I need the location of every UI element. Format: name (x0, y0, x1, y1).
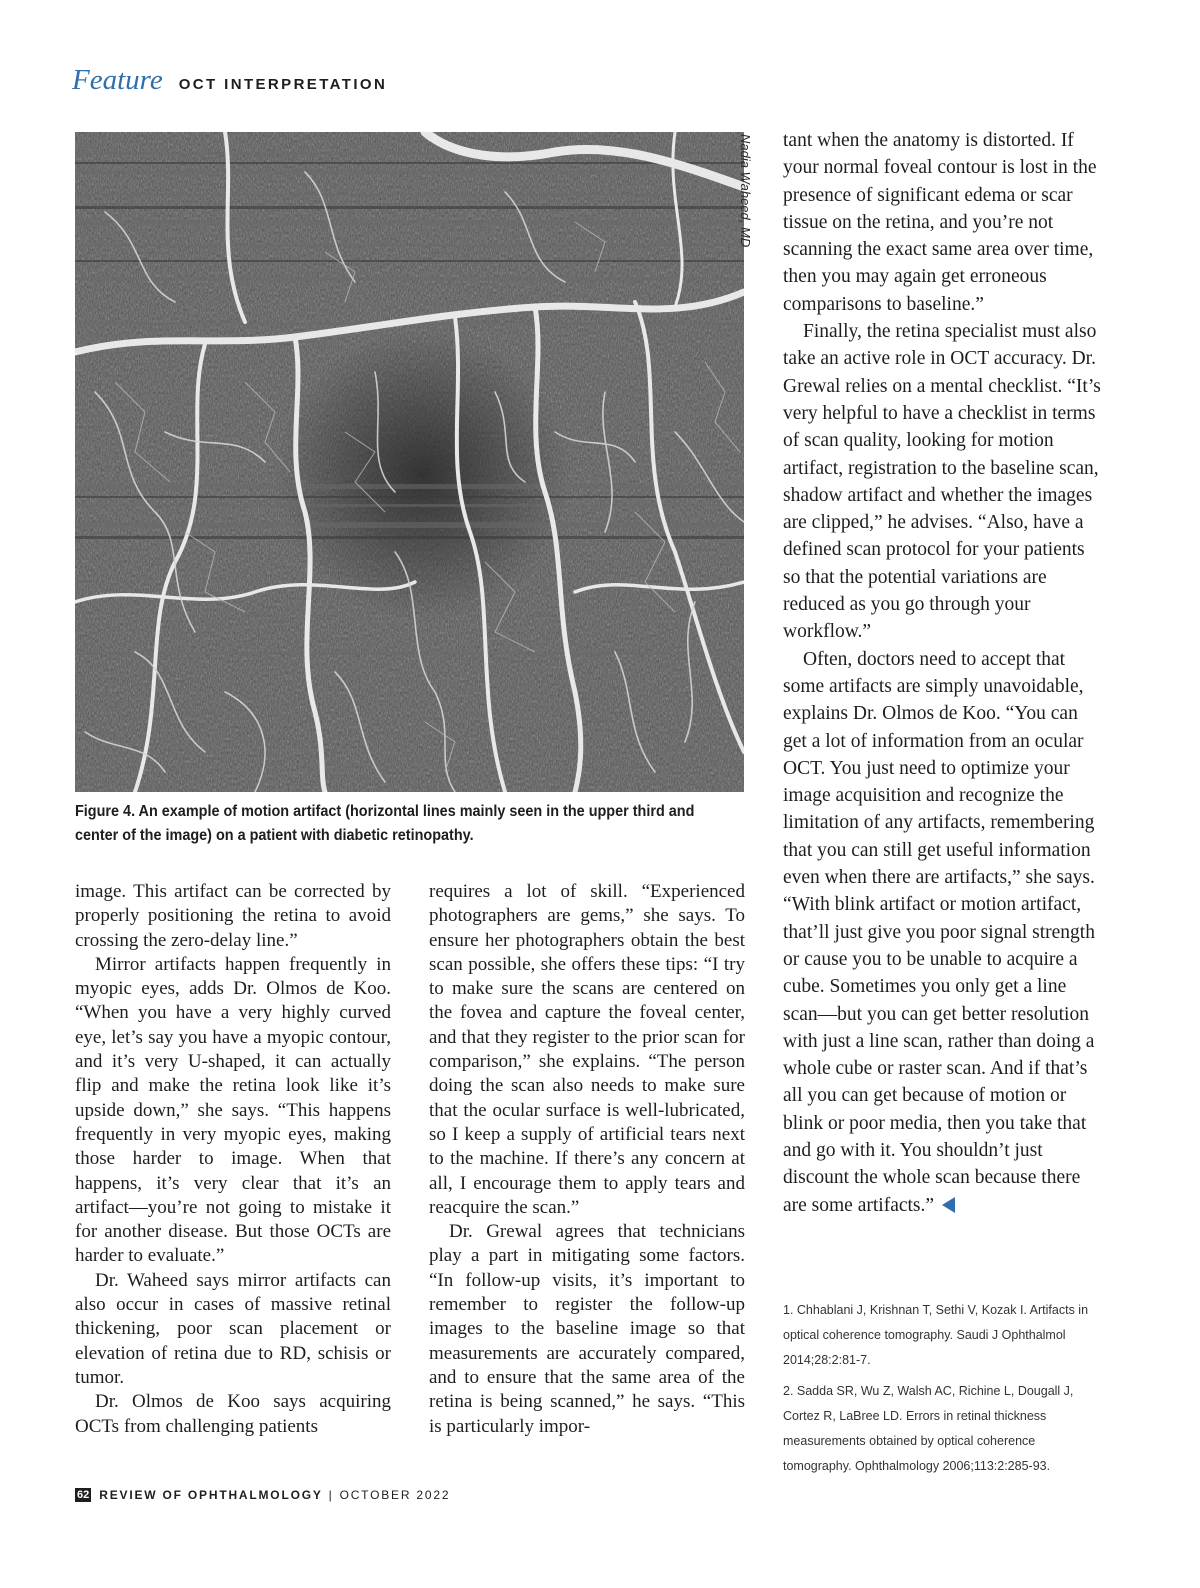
oct-angiography-image (75, 132, 744, 792)
page-number: 62 (77, 1489, 90, 1501)
section-title: OCT INTERPRETATION (178, 76, 388, 93)
paragraph (783, 646, 1103, 1219)
paragraph: Dr. Waheed says mirror artifacts can also occur in cases of massive retinal thickening, poor scan placement or elevation of retina due to RD, schisis or tumor. (75, 1269, 391, 1388)
paragraph: Dr. Grewal agrees that technicians play a part in mitigating some factors. “In follow-up visits, it’s important to remember to register the follow-up images to the baseline image so that measurements are accurately compared, and to ensure that the same area of the retina is being scanned,” he says. “This is particularly impor- (429, 1221, 745, 1437)
paragraph: Mirror artifacts happen frequently in myopic eyes, adds Dr. Olmos de Koo. “When you have a very highly curved eye, let’s say you have a myopic contour, and it’s very U-shaped, it can actually flip and make the retina look like it’s upside down,” she says. “This happens frequently in very myopic eyes, making those harder to image. When that happens, it’s very clear that it’s an artifact—you’re not going to mistake it for another disease. But those OCTs are harder to evaluate.” (75, 953, 391, 1267)
end-of-article-icon (942, 1197, 955, 1213)
page-footer (75, 1488, 450, 1502)
body-column-1 (75, 880, 391, 1439)
paragraph: requires a lot of skill. “Experienced photographers are gems,” she says. To ensure her photographers obtain the best scan possible, she offers these tips: “I try to make sure the scans are centered on the fovea and capture the foveal center, and that they register to the prior scan for comparison,” she explains. “The person doing the scan also needs to make sure that the ocular surface is well-lubricated, so I keep a supply of artificial tears next to the machine. If there’s any concern at all, I encourage them to apply tears and reacquire the scan.” (429, 881, 745, 1218)
feature-label: Feature (72, 64, 163, 96)
paragraph: image. This artifact can be corrected by properly positioning the retina to avoid crossing the zero-delay line.” (75, 881, 391, 951)
body-column-3 (783, 127, 1103, 1219)
reference-item: 2. Sadda SR, Wu Z, Walsh AC, Richine L, Dougall J, Cortez R, LaBree LD. Errors in retinal thickness measurements obtained by optical coherence tomography. Ophthalmology 2006;113:2:285-93. (783, 1384, 1074, 1473)
photo-credit (738, 134, 765, 264)
issue-date: OCTOBER 2022 (339, 1488, 451, 1502)
page-header (72, 64, 387, 104)
references (783, 1298, 1103, 1485)
paragraph: Finally, the retina specialist must also take an active role in OCT accuracy. Dr. Grewal relies on a mental checklist. “It’s very helpful to have a checklist in terms of scan quality, looking for motion artifact, registration to the baseline scan, shadow artifact and whether the images are clipped,” he advises. “Also, have a defined scan protocol for your patients so that the potential variations are reduced as you go through your workflow.” (783, 321, 1101, 643)
retinal-vasculature-graphic (75, 132, 744, 792)
paragraph: tant when the anatomy is distorted. If your normal foveal contour is lost in the presence of significant edema or scar tissue on the retina, and you’re not scanning the exact same area over time, then you may again get erroneous comparisons to baseline.” (783, 130, 1097, 315)
paragraph-text: Often, doctors need to accept that some artifacts are simply unavoidable, explains Dr. Olmos de Koo. “You can get a lot of information from an ocular OCT. You just need to optimize your image acquisition and recognize the limitation of any artifacts, remembering that you can still get useful information even when there are artifacts,” she says. “With blink artifact or motion artifact, that’ll just give you poor signal strength or cause you to be unable to acquire a cube. Sometimes you only get a line scan—but you can get better resolution with just a line scan, rather than doing a whole cube or raster scan. And if that’s all you can get because of motion or blink or poor media, then you take that and go with it. You shouldn’t just discount the whole scan because there are some artifacts.” (783, 648, 1095, 1216)
figure-caption: Figure 4. An example of motion artifact (horizontal lines mainly seen in the upper third and center of the image) on a patient with diabetic retinopathy. (75, 803, 695, 844)
photo-credit-text: Nadia Waheed, MD (738, 134, 753, 248)
magazine-title: REVIEW OF OPHTHALMOLOGY (99, 1488, 323, 1502)
footer-separator: | (328, 1488, 334, 1502)
reference-item: 1. Chhablani J, Krishnan T, Sethi V, Kozak I. Artifacts in optical coherence tomography. Saudi J Ophthalmol 2014;28:2:81-7. (783, 1303, 1089, 1367)
paragraph: Dr. Olmos de Koo says acquiring OCTs from challenging patients (75, 1391, 391, 1437)
body-column-2 (429, 880, 745, 1439)
